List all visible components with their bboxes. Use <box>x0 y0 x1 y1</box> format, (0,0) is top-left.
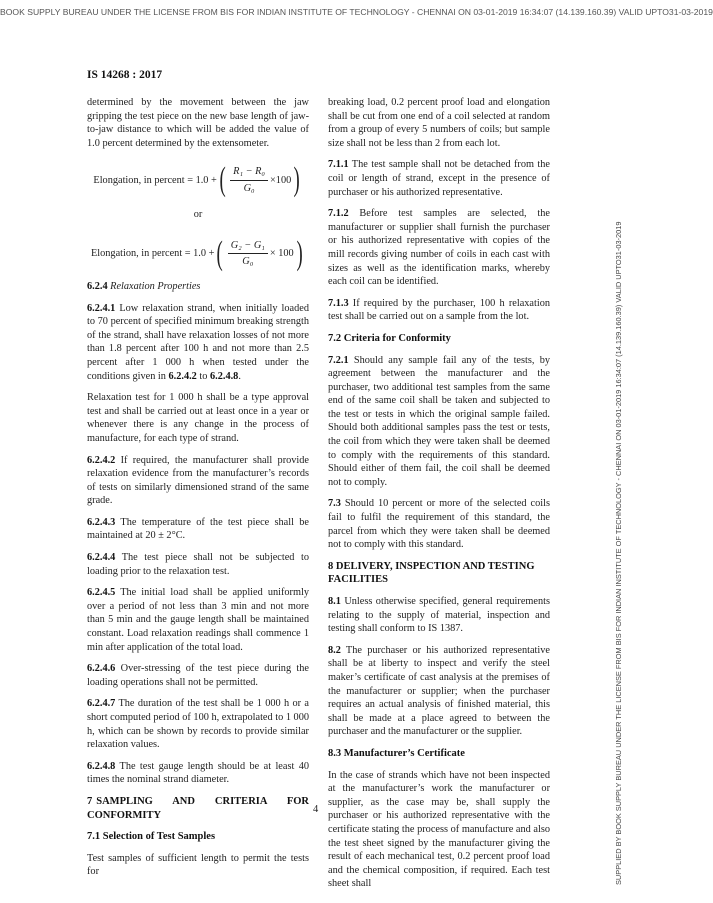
formula-1-multiplier: ×100 <box>270 174 292 186</box>
paragraph-6-2-4-6: 6.2.4.6 Over-stressing of the test piece during the loading operations shall not be permitted. <box>87 663 309 688</box>
formula-1-numerator: R₁ − R₀ <box>230 165 268 181</box>
paragraph-8-2: 8.2 The purchaser or his authorized representative shall be at liberty to inspect and verify the steel maker’s certificate of cast analysis at the premises of the manufacturer or supplier; when the purchaser requires an actual analysis of finished material, this shall be made at a place agreed to between the purchaser and the manufacturer or the supplier. <box>328 644 550 738</box>
heading-6-2-4: 6.2.4 Relaxation Properties <box>87 280 201 292</box>
document-id: IS 14268 : 2017 <box>87 69 163 81</box>
paragraph-relaxation-test: Relaxation test for 1 000 h shall be a type approval test and shall be carried out at least once in a year or whenever there is any change in the process of manufacture, for each type of strand. <box>87 392 309 444</box>
paragraph-8-3: In the case of strands which have not been inspected at the manufacturer’s work the manufacturer or supplier, as the case may be, shall supply the purchaser or his authorized representative with the certificate stating the process of manufacture and also the test sheet signed by the manufacturer giving the result of each mechanical test, 0.2 percent proof load and the chemical composition, if required. Each test sheet shall <box>328 769 550 890</box>
left-column <box>87 96 312 887</box>
paragraph-6-2-4-2: 6.2.4.2 If required, the manufacturer shall provide relaxation evidence from the manufacturer’s records of tests on similarly dimensioned strand of the same grade. <box>87 454 309 507</box>
paragraph-7-1: Test samples of sufficient length to permit the tests for <box>87 852 309 878</box>
paragraph-7-1-continued: breaking load, 0.2 percent proof load and elongation shall be cut from one end of a coil selected at random from a group of every 5 numbers of coils; but sample size shall not be less than 2 from each lot. <box>328 97 550 149</box>
paragraph-6-2-4-7: 6.2.4.7 The duration of the test shall be 1 000 h or a short computed period of 100 h, extrapolated to 1 000 h, which can be shown by records to provide similar relaxation values. <box>87 698 309 751</box>
paragraph-6-2-4-4: 6.2.4.4 The test piece shall not be subjected to loading prior to the relaxation test. <box>87 552 309 577</box>
paragraph-7-2-1: 7.2.1 Should any sample fail any of the tests, by agreement between the manufacturer and the purchaser, two additional test samples from the same end of the same coil shall be taken and subjected to the test or tests in which the original sample failed. Should both additional samples pass the test or tests, the coil from which they were taken shall be deemed to comply with the requirements of this standard. Should either of them fail, the coil shall be deemed not to comply. <box>328 354 550 488</box>
paragraph-intro: determined by the movement between the jaw gripping the test piece on the new base length of jaw-to-jaw distance to which will be added the value of 1.0 percent determined by the extensometer. <box>87 97 309 149</box>
heading-section-8: 8 DELIVERY, INSPECTION AND TESTING FACILITIES <box>328 560 535 586</box>
paragraph-7-1-3: 7.1.3 If required by the purchaser, 100 h relaxation test shall be carried out on a sample from the lot. <box>328 297 550 323</box>
license-banner-side: SUPPLIED BY BOOK SUPPLY BUREAU UNDER THE LICENSE FROM BIS FOR INDIAN INSTITUTE OF TECHNOLOGY - CHENNAI ON 03-01-2019 16:34:07 (14.139.160.39) VALID UPTO31-03-2019 <box>614 221 623 885</box>
heading-section-7: 7 SAMPLING AND CRITERIA FOR CONFORMITY <box>87 795 312 821</box>
elongation-formula-1: Elongation, in percent = 1.0 + ( $\frac{\text{R₁ − R₀}}{\text{G₀}}$ ×100 ) <box>93 161 301 199</box>
heading-7-2: 7.2 Criteria for Conformity <box>328 332 451 344</box>
paragraph-6-2-4-1: 6.2.4.1 Low relaxation strand, when initially loaded to 70 percent of specified minimum breaking strength of the strand, shall have relaxation losses of not more than 1.8 percent after 100 h and not more than 2.5 percent after 1 000 h when tested under the conditions given in 6.2.4.2 to 6.2.4.8. <box>87 302 309 382</box>
paragraph-8-1: 8.1 Unless otherwise specified, general requirements relating to the supply of material, inspection and testing shall conform to IS 1387. <box>328 596 550 635</box>
formula-2-numerator: G₂ − G₁ <box>228 239 268 255</box>
license-banner-top: BOOK SUPPLY BUREAU UNDER THE LICENSE FROM BIS FOR INDIAN INSTITUTE OF TECHNOLOGY - CHENNAI ON 03-01-2019 16:34:07 (14.139.160.39) VALID UPTO31-03-2019 <box>0 7 713 17</box>
formula-or: or <box>193 209 203 221</box>
formula-1-denominator: G₀ <box>243 182 255 194</box>
formula-2-fraction <box>228 239 268 269</box>
formula-2-denominator: G₀ <box>242 256 254 268</box>
formula-2-multiplier: × 100 <box>269 248 294 260</box>
paragraph-7-1-1: 7.1.1 The test sample shall not be detached from the coil or length of strand, except in the presence of purchaser or his authorized representative. <box>328 159 550 198</box>
paragraph-6-2-4-8: 6.2.4.8 The test gauge length should be at least 40 times the nominal strand diameter. <box>87 760 309 786</box>
paragraph-6-2-4-5: 6.2.4.5 The initial load shall be applied uniformly over a period of not less than 3 min and not more than 5 min and the gauge length shall be maintained constant. Load relaxation readings shall commence 1 min after application of the total load. <box>87 587 309 653</box>
formula-1-fraction <box>230 165 268 195</box>
formula-2-lhs: Elongation, in percent = 1.0 + <box>90 248 215 260</box>
heading-7-1: 7.1 Selection of Test Samples <box>87 831 216 843</box>
paragraph-7-3: 7.3 Should 10 percent or more of the selected coils fail to fulfil the requirement of this standard, the parcel from which they were taken shall be deemed not to comply with this standard. <box>328 498 550 551</box>
paragraph-6-2-4-3: 6.2.4.3 The temperature of the test piece shall be maintained at 20 ± 2°C. <box>87 516 309 542</box>
heading-8-3: 8.3 Manufacturer’s Certificate <box>328 747 465 759</box>
right-column <box>328 96 550 899</box>
formula-1-lhs: Elongation, in percent = 1.0 + <box>93 174 217 186</box>
page-number: 4 <box>313 804 319 815</box>
elongation-formula-2: Elongation, in percent = 1.0 + ( $\frac{\text{G₂ − G₁}}{\text{G₀}}$ × 100 ) <box>90 234 303 272</box>
paragraph-7-1-2: 7.1.2 Before test samples are selected, the manufacturer or supplier shall furnish the purchaser or his authorized representative with copies of the mill records giving number of coils in each cast with sizes as well as the identification marks, whereby each coil can be identified. <box>328 208 550 288</box>
